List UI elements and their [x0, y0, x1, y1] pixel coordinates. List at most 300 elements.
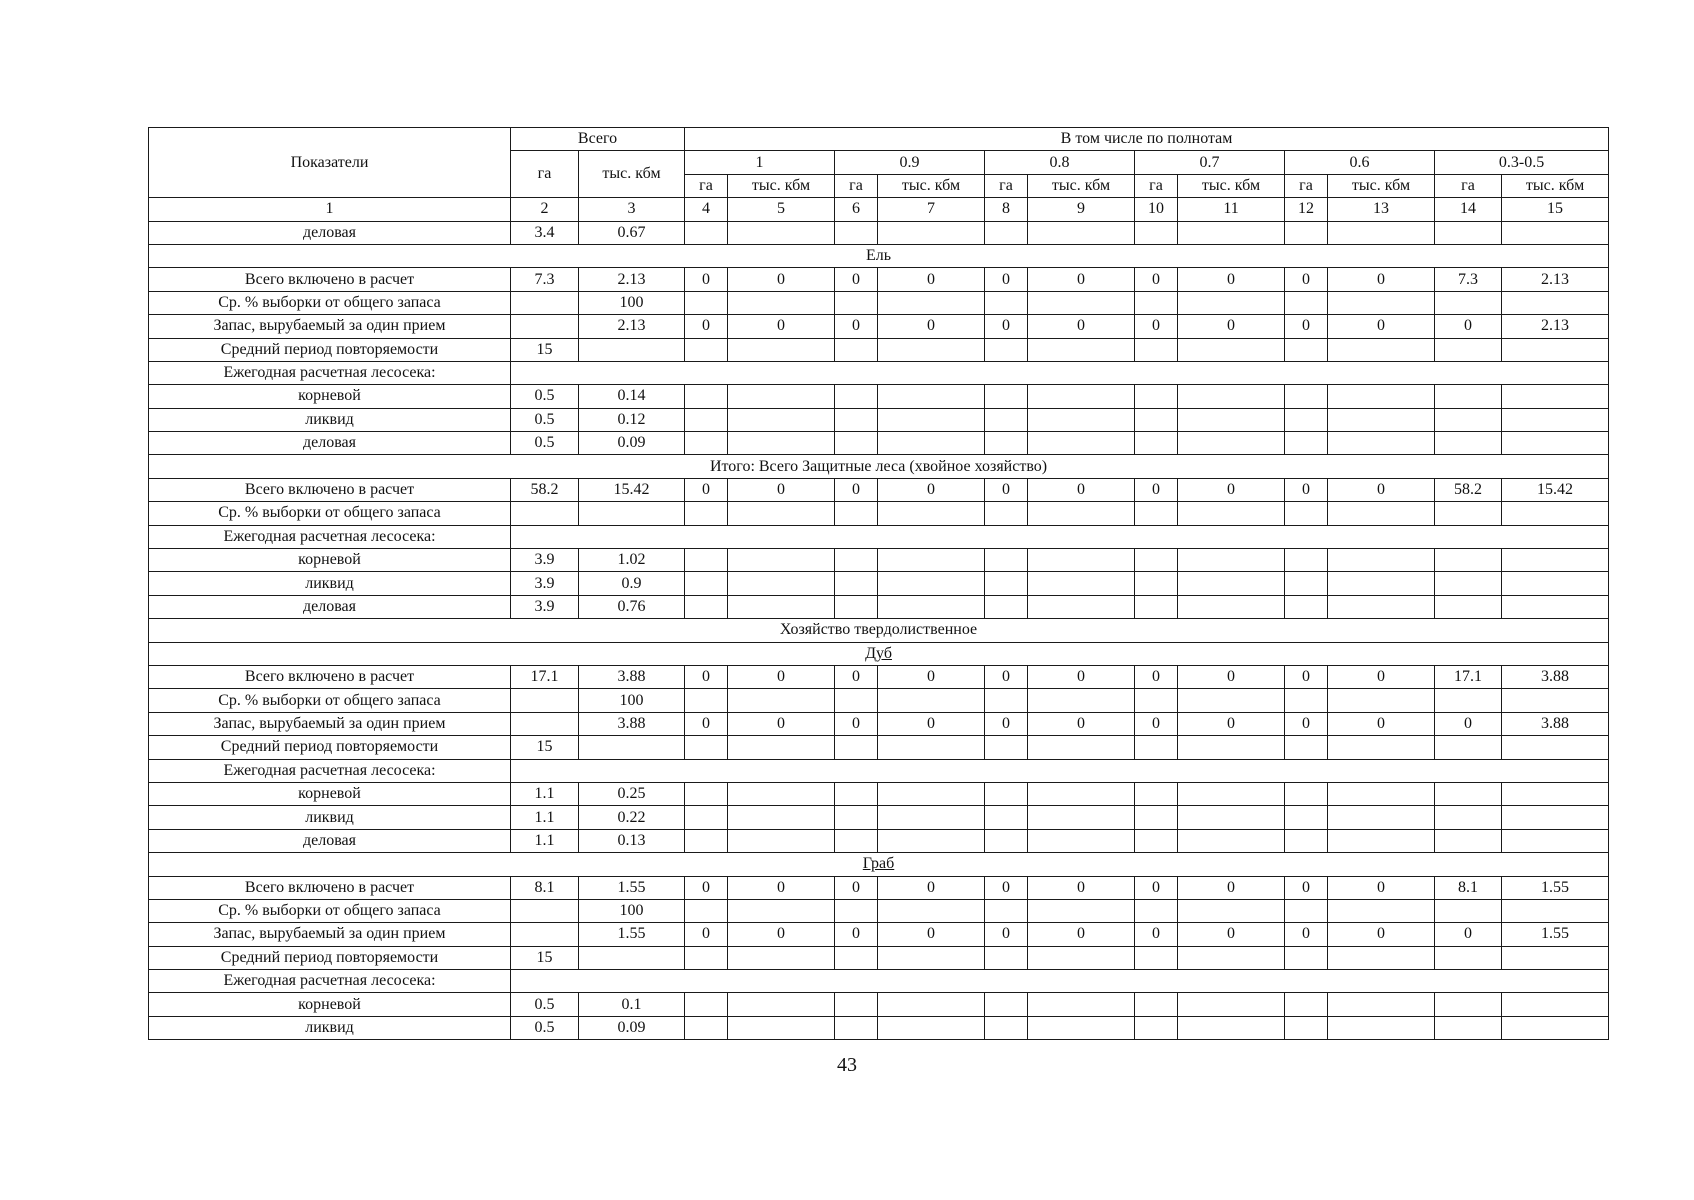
table-cell: 0 [878, 665, 985, 688]
table-cell: 0 [1178, 478, 1285, 501]
table-cell [728, 408, 835, 431]
row-label: Всего включено в расчет [149, 876, 511, 899]
table-cell [985, 946, 1028, 969]
table-cell: 3.9 [511, 595, 579, 618]
table-cell: 0 [835, 315, 878, 338]
table-cell [1178, 595, 1285, 618]
table-cell: 0 [685, 923, 728, 946]
table-cell: 0 [835, 268, 878, 291]
table-cell [1502, 549, 1609, 572]
table-cell [835, 549, 878, 572]
table-cell: 1.1 [511, 829, 579, 852]
section-row [149, 455, 1609, 478]
table-cell [511, 315, 579, 338]
table-cell [1178, 946, 1285, 969]
table-cell [835, 736, 878, 759]
header-unit-ha: га [835, 174, 878, 197]
table-cell [835, 291, 878, 314]
subheading-row [149, 970, 1609, 993]
table-cell: 0 [878, 712, 985, 735]
row-label: корневой [149, 385, 511, 408]
table-cell [985, 408, 1028, 431]
table-cell [1135, 829, 1178, 852]
table-cell: 7.3 [1435, 268, 1502, 291]
table-cell [1328, 829, 1435, 852]
table-cell: 3.88 [579, 712, 685, 735]
table-cell [1435, 408, 1502, 431]
table-body [149, 221, 1609, 1040]
table-row [149, 923, 1609, 946]
header-total: Всего [511, 128, 685, 151]
table-cell [1285, 432, 1328, 455]
table-cell [1135, 385, 1178, 408]
table-row [149, 268, 1609, 291]
table-cell: 0 [878, 876, 985, 899]
table-cell: 2.13 [579, 268, 685, 291]
table-cell [1328, 385, 1435, 408]
table-cell [511, 712, 579, 735]
table-cell [835, 338, 878, 361]
table-cell [985, 572, 1028, 595]
table-cell: 3.9 [511, 549, 579, 572]
table-row [149, 689, 1609, 712]
column-number: 13 [1328, 198, 1435, 221]
table-cell [1435, 595, 1502, 618]
table-cell: 0 [1328, 665, 1435, 688]
column-number: 3 [579, 198, 685, 221]
table-cell: 0 [1285, 665, 1328, 688]
table-cell [1328, 572, 1435, 595]
row-label: деловая [149, 829, 511, 852]
table-cell [878, 993, 985, 1016]
section-title: Хозяйство твердолиственное [149, 619, 1609, 642]
table-cell [1178, 408, 1285, 431]
table-cell [1435, 291, 1502, 314]
table-cell [1285, 899, 1328, 922]
table-cell: 1.55 [579, 876, 685, 899]
table-cell: 0 [685, 478, 728, 501]
row-label: Всего включено в расчет [149, 478, 511, 501]
table-cell: 0 [1328, 478, 1435, 501]
table-cell [1178, 549, 1285, 572]
table-cell: 0 [985, 665, 1028, 688]
table-cell: 0 [685, 876, 728, 899]
table-cell [1028, 1016, 1135, 1039]
table-row [149, 782, 1609, 805]
table-cell [878, 806, 985, 829]
page-number: 43 [837, 1054, 857, 1076]
table-cell [1028, 408, 1135, 431]
table-cell: 0 [728, 665, 835, 688]
table-cell [1435, 572, 1502, 595]
table-cell [1028, 502, 1135, 525]
table-cell [1285, 291, 1328, 314]
table-cell [1028, 899, 1135, 922]
table-cell [985, 993, 1028, 1016]
table-cell [835, 408, 878, 431]
section-row [149, 853, 1609, 876]
table-cell: 0 [685, 665, 728, 688]
table-cell [835, 782, 878, 805]
table-cell [728, 385, 835, 408]
table-cell [878, 899, 985, 922]
table-cell [985, 338, 1028, 361]
table-cell [1502, 993, 1609, 1016]
table-cell [1178, 689, 1285, 712]
table-cell [835, 572, 878, 595]
table-cell: 7.3 [511, 268, 579, 291]
row-label: Всего включено в расчет [149, 268, 511, 291]
table-cell [985, 829, 1028, 852]
table-cell [1178, 993, 1285, 1016]
table-row [149, 385, 1609, 408]
row-label: ликвид [149, 408, 511, 431]
table-cell: 2.13 [1502, 268, 1609, 291]
table-cell [835, 899, 878, 922]
table-cell [728, 595, 835, 618]
table-cell: 15 [511, 736, 579, 759]
table-row [149, 315, 1609, 338]
header-unit-vol: тыс. кбм [728, 174, 835, 197]
table-cell: 0 [1028, 315, 1135, 338]
table-cell [1028, 432, 1135, 455]
table-cell [1502, 338, 1609, 361]
table-cell: 0 [878, 478, 985, 501]
table-cell: 2.13 [579, 315, 685, 338]
table-cell [1328, 899, 1435, 922]
table-cell: 0 [728, 876, 835, 899]
table-cell: 0 [985, 923, 1028, 946]
table-cell [1328, 1016, 1435, 1039]
table-cell [1328, 549, 1435, 572]
header-unit-ha: га [985, 174, 1028, 197]
header-unit-vol: тыс. кбм [1028, 174, 1135, 197]
table-cell: 17.1 [1435, 665, 1502, 688]
table-cell [1178, 291, 1285, 314]
table-cell: 3.88 [1502, 665, 1609, 688]
table-cell [1285, 689, 1328, 712]
table-cell: 0.9 [579, 572, 685, 595]
table-cell [878, 221, 985, 244]
row-label: Ср. % выборки от общего запаса [149, 899, 511, 922]
table-cell [685, 736, 728, 759]
table-row [149, 899, 1609, 922]
table-cell [1135, 595, 1178, 618]
table-cell [1285, 595, 1328, 618]
table-cell [1435, 549, 1502, 572]
header-unit-ha: га [1285, 174, 1328, 197]
table-cell: 0 [1178, 268, 1285, 291]
table-cell [1135, 899, 1178, 922]
table-cell: 0 [1135, 268, 1178, 291]
row-label: Запас, вырубаемый за один прием [149, 923, 511, 946]
table-cell: 0.13 [579, 829, 685, 852]
row-label: ликвид [149, 572, 511, 595]
table-cell: 0 [1028, 665, 1135, 688]
table-cell: 0 [835, 478, 878, 501]
row-label: корневой [149, 549, 511, 572]
header-indicators: Показатели [149, 128, 511, 198]
row-label: Ежегодная расчетная лесосека: [149, 361, 511, 384]
table-cell [1028, 549, 1135, 572]
table-cell [685, 432, 728, 455]
table-cell [728, 572, 835, 595]
table-cell: 0 [728, 268, 835, 291]
table-cell [1028, 291, 1135, 314]
column-number: 14 [1435, 198, 1502, 221]
table-cell [1135, 736, 1178, 759]
table-cell [1435, 1016, 1502, 1039]
table-cell [1135, 432, 1178, 455]
table-cell: 0 [728, 315, 835, 338]
table-cell [1435, 689, 1502, 712]
table-cell: 0 [1285, 268, 1328, 291]
table-row [149, 502, 1609, 525]
table-row [149, 221, 1609, 244]
table-cell [1178, 502, 1285, 525]
table-row [149, 736, 1609, 759]
table-cell: 0 [835, 712, 878, 735]
table-cell [1028, 572, 1135, 595]
section-row [149, 619, 1609, 642]
table-cell [1285, 946, 1328, 969]
table-cell [1502, 829, 1609, 852]
table-cell [1178, 572, 1285, 595]
table-cell: 0 [728, 712, 835, 735]
table-cell [985, 385, 1028, 408]
empty-cell [511, 361, 1609, 384]
table-cell [1135, 221, 1178, 244]
table-cell: 3.9 [511, 572, 579, 595]
table-cell: 0 [1285, 712, 1328, 735]
table-cell: 0 [985, 315, 1028, 338]
table-cell [878, 595, 985, 618]
table-cell: 0 [685, 268, 728, 291]
table-cell: 0.67 [579, 221, 685, 244]
table-cell [1178, 1016, 1285, 1039]
table-cell [1435, 829, 1502, 852]
table-cell [878, 502, 985, 525]
table-cell: 0 [1135, 712, 1178, 735]
table-cell [985, 736, 1028, 759]
row-label: Средний период повторяемости [149, 736, 511, 759]
table-row [149, 549, 1609, 572]
table-cell: 0.09 [579, 1016, 685, 1039]
table-row [149, 876, 1609, 899]
table-cell [1435, 806, 1502, 829]
header-unit-ha: га [685, 174, 728, 197]
table-cell: 0 [1135, 315, 1178, 338]
table-cell [1028, 829, 1135, 852]
table-cell: 0 [1028, 923, 1135, 946]
row-label: Средний период повторяемости [149, 946, 511, 969]
table-cell [1135, 806, 1178, 829]
table-cell [1285, 1016, 1328, 1039]
table-cell [1435, 385, 1502, 408]
table-cell: 0 [1135, 665, 1178, 688]
table-cell [1328, 338, 1435, 361]
table-cell [878, 782, 985, 805]
table-cell [728, 291, 835, 314]
table-cell [985, 221, 1028, 244]
column-number: 2 [511, 198, 579, 221]
section-title: Граб [149, 853, 1609, 876]
table-cell [511, 502, 579, 525]
column-number: 5 [728, 198, 835, 221]
table-cell [1135, 502, 1178, 525]
table-cell [985, 899, 1028, 922]
table-cell [1328, 806, 1435, 829]
table-cell: 17.1 [511, 665, 579, 688]
table-cell: 0 [1028, 268, 1135, 291]
table-cell [878, 572, 985, 595]
table-cell [1028, 993, 1135, 1016]
table-cell [878, 338, 985, 361]
table-cell [1135, 408, 1178, 431]
header-unit-ha: га [1135, 174, 1178, 197]
table-cell [1502, 1016, 1609, 1039]
table-cell: 0.22 [579, 806, 685, 829]
column-number: 6 [835, 198, 878, 221]
table-cell [685, 408, 728, 431]
table-cell [511, 291, 579, 314]
table-cell: 0 [1178, 712, 1285, 735]
table-row [149, 665, 1609, 688]
table-cell: 0 [1328, 923, 1435, 946]
table-cell [878, 291, 985, 314]
section-title: Итого: Всего Защитные леса (хвойное хозяйство) [149, 455, 1609, 478]
table-cell [1028, 736, 1135, 759]
column-number: 11 [1178, 198, 1285, 221]
table-cell: 1.1 [511, 782, 579, 805]
table-cell [1028, 806, 1135, 829]
table-cell [685, 385, 728, 408]
column-number: 1 [149, 198, 511, 221]
table-cell: 0 [1028, 876, 1135, 899]
table-cell [685, 291, 728, 314]
table-cell [1328, 689, 1435, 712]
table-row [149, 478, 1609, 501]
table-row [149, 829, 1609, 852]
table-cell: 0 [1285, 478, 1328, 501]
table-cell [1328, 782, 1435, 805]
table-cell [835, 1016, 878, 1039]
table-cell [1502, 689, 1609, 712]
table-cell: 0 [1328, 315, 1435, 338]
table-cell [1502, 806, 1609, 829]
table-header [149, 128, 1609, 222]
row-label: Ежегодная расчетная лесосека: [149, 759, 511, 782]
table-cell [728, 502, 835, 525]
table-row [149, 712, 1609, 735]
table-cell: 0.1 [579, 993, 685, 1016]
table-cell [1028, 595, 1135, 618]
row-label: Всего включено в расчет [149, 665, 511, 688]
table-cell [1328, 993, 1435, 1016]
row-label: деловая [149, 595, 511, 618]
table-cell [1502, 502, 1609, 525]
table-cell [579, 946, 685, 969]
header-density-0-6: 0.6 [1285, 151, 1435, 174]
table-cell [1178, 782, 1285, 805]
table-cell [1285, 221, 1328, 244]
table-row [149, 806, 1609, 829]
table-cell [728, 829, 835, 852]
header-total-vol: тыс. кбм [579, 151, 685, 198]
column-number: 4 [685, 198, 728, 221]
table-cell: 2.13 [1502, 315, 1609, 338]
subheading-row [149, 759, 1609, 782]
table-cell [1178, 432, 1285, 455]
column-number: 7 [878, 198, 985, 221]
table-cell [878, 1016, 985, 1039]
table-cell [1135, 946, 1178, 969]
table-cell [1435, 736, 1502, 759]
table-cell [835, 689, 878, 712]
table-cell [1285, 408, 1328, 431]
table-cell [579, 736, 685, 759]
table-cell [835, 829, 878, 852]
table-cell [1178, 338, 1285, 361]
subheading-row [149, 361, 1609, 384]
table-cell [1135, 549, 1178, 572]
section-row [149, 642, 1609, 665]
table-cell [1178, 806, 1285, 829]
table-cell [1435, 946, 1502, 969]
table-cell [1502, 572, 1609, 595]
subheading-row [149, 525, 1609, 548]
table-cell: 0 [1028, 712, 1135, 735]
table-cell: 0.5 [511, 432, 579, 455]
table-cell [835, 432, 878, 455]
table-cell [1502, 408, 1609, 431]
table-cell [1135, 1016, 1178, 1039]
table-cell [685, 946, 728, 969]
table-cell: 0 [1285, 876, 1328, 899]
table-cell [1285, 782, 1328, 805]
table-cell [1178, 829, 1285, 852]
table-cell: 0 [1178, 315, 1285, 338]
header-column-numbers-row [149, 198, 1609, 221]
table-cell [1435, 432, 1502, 455]
table-row [149, 408, 1609, 431]
column-number: 10 [1135, 198, 1178, 221]
table-cell [1178, 736, 1285, 759]
table-cell [511, 923, 579, 946]
table-cell [1285, 806, 1328, 829]
table-cell [685, 689, 728, 712]
table-cell: 0 [985, 876, 1028, 899]
table-cell [1328, 221, 1435, 244]
header-density-0-9: 0.9 [835, 151, 985, 174]
table-cell [835, 502, 878, 525]
table-cell [685, 549, 728, 572]
table-cell [579, 502, 685, 525]
table-cell [1178, 899, 1285, 922]
table-cell [511, 899, 579, 922]
table-cell [728, 338, 835, 361]
table-cell: 3.4 [511, 221, 579, 244]
table-cell: 0 [1135, 923, 1178, 946]
table-cell: 0 [1435, 315, 1502, 338]
table-cell [1285, 338, 1328, 361]
table-cell [1135, 782, 1178, 805]
table-cell [685, 993, 728, 1016]
header-unit-ha: га [1435, 174, 1502, 197]
table-cell [1028, 689, 1135, 712]
table-cell [878, 689, 985, 712]
table-cell [1328, 736, 1435, 759]
